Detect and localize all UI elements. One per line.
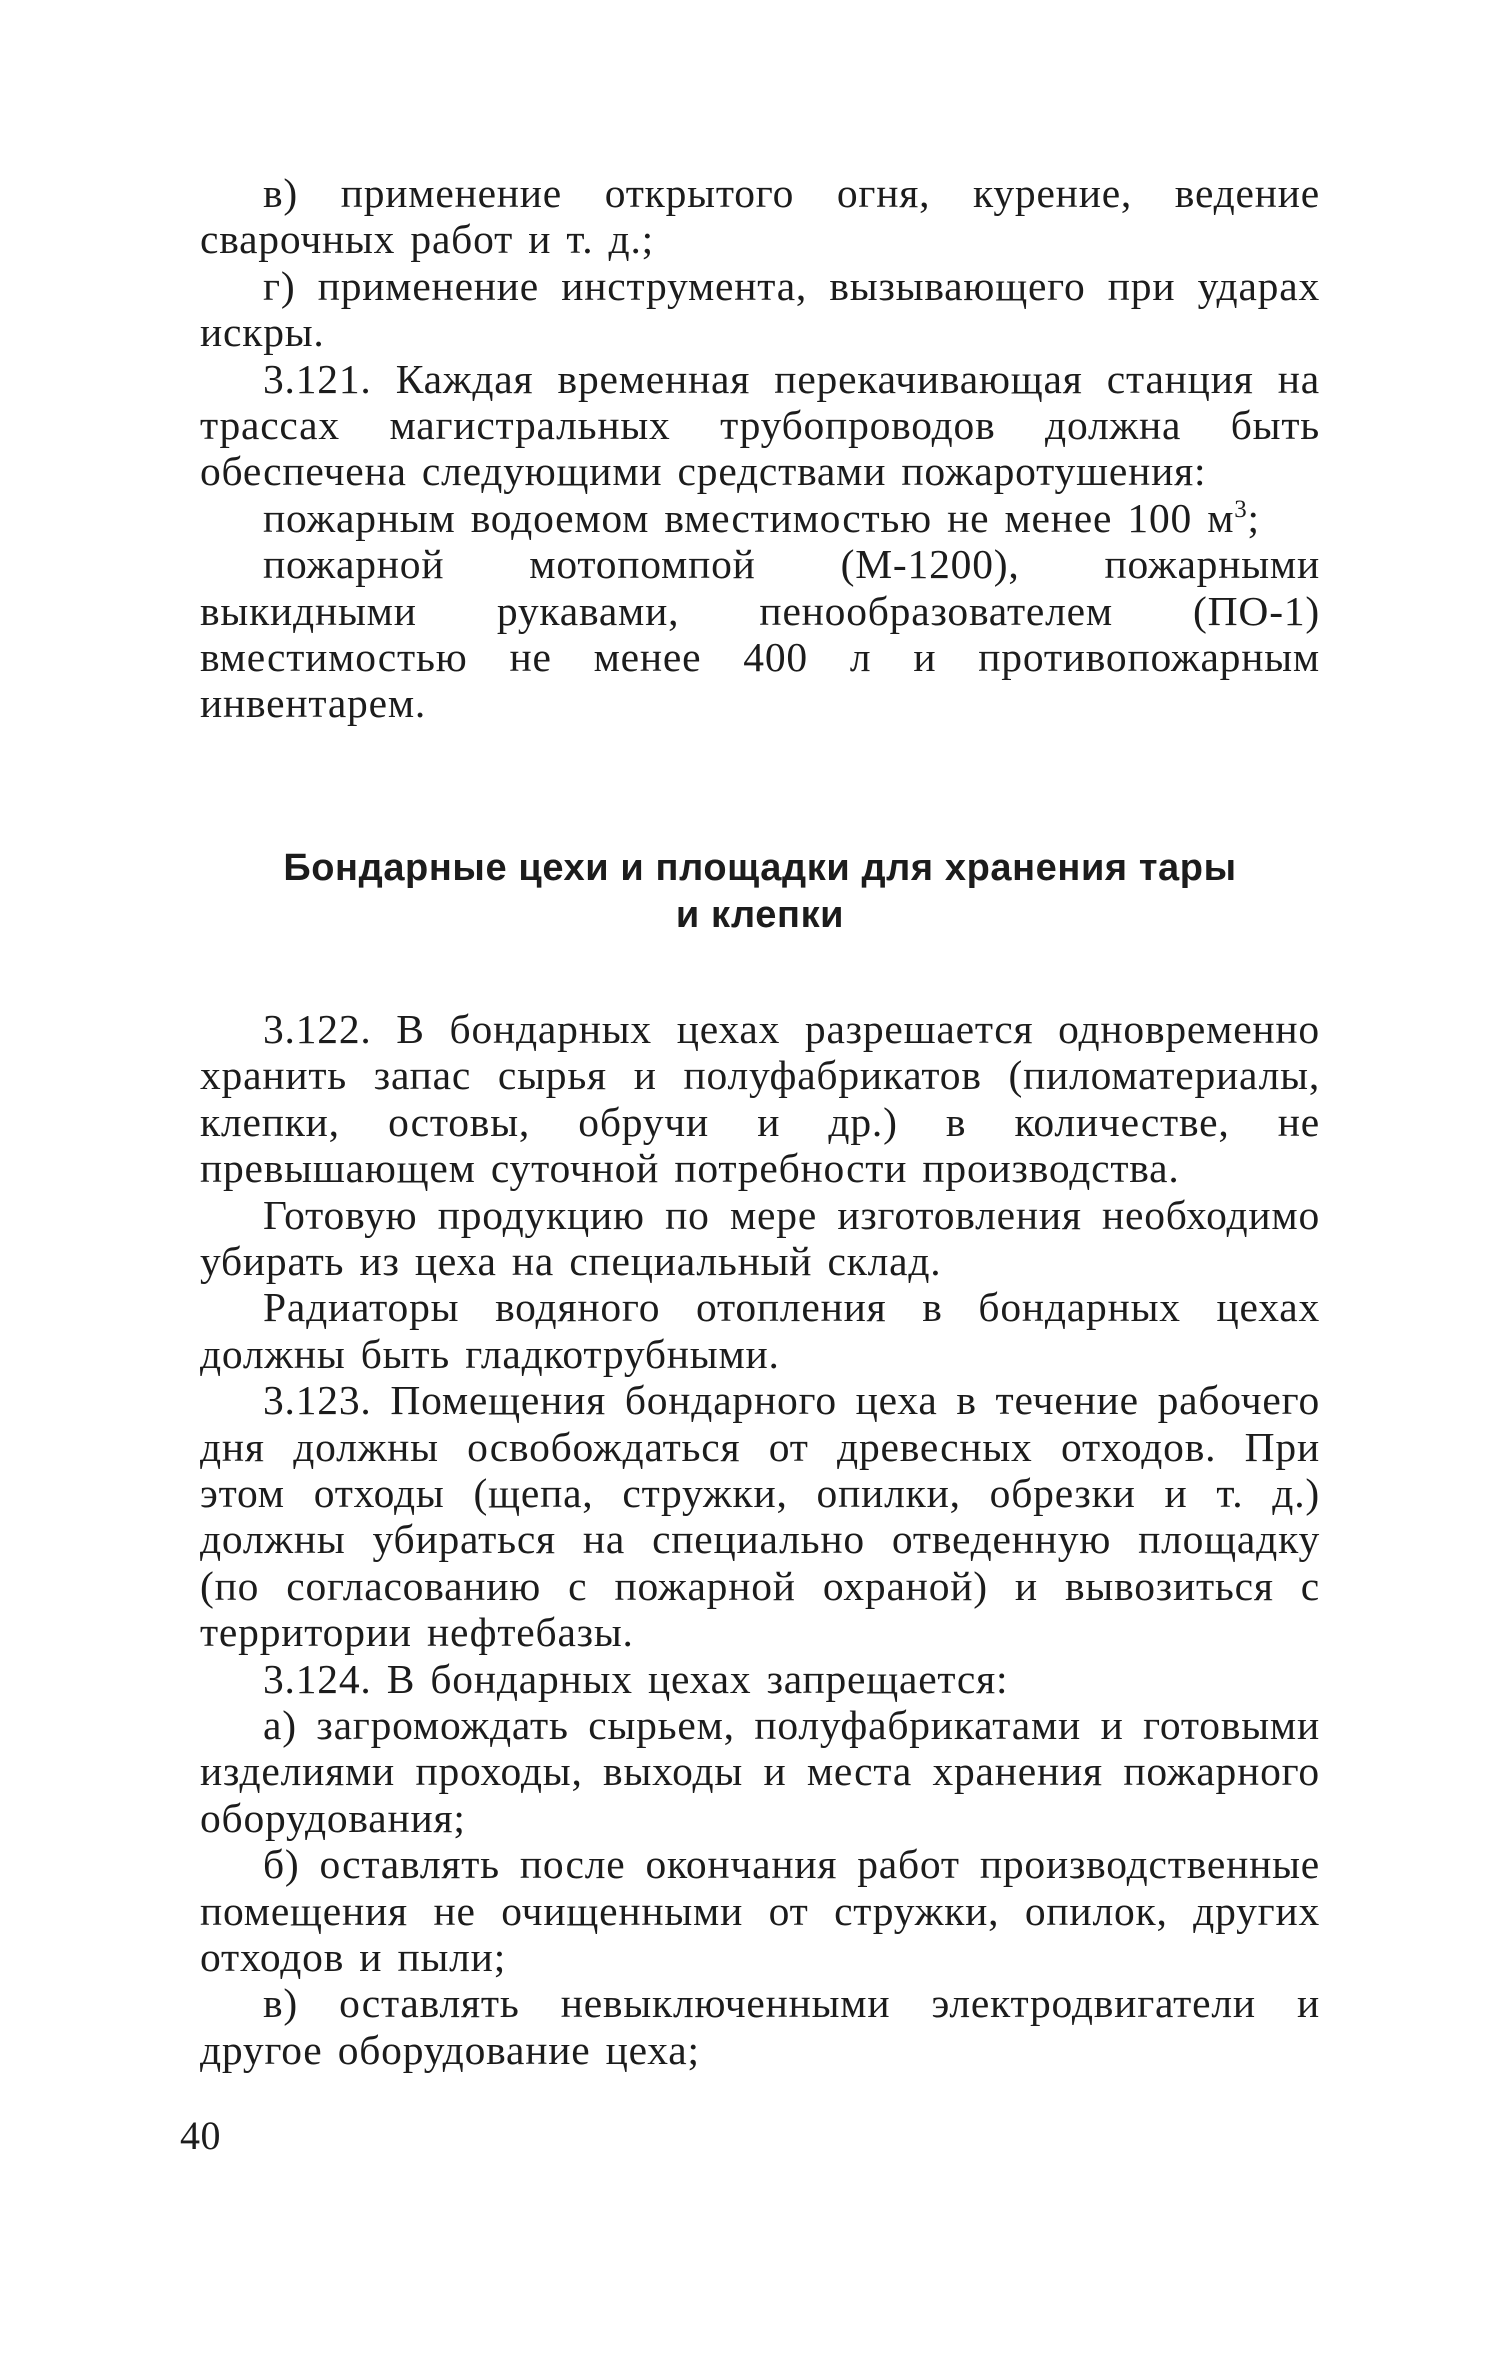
page-body [200,170,1320,2073]
paragraph-3-124: 3.124. В бондарных цехах запрещается: [263,1655,1009,1702]
section-heading [200,845,1320,939]
paragraph-3-121: 3.121. Каждая временная перекачивающая станция на трассах магистральных трубопроводов должна быть обеспечена следующими средствами пожаротушения: [200,355,1320,495]
paragraph-item-b-cleaning: б) оставлять после окончания работ производственные помещения не очищенными от стружки, опилок, других отходов и пыли; [200,1841,1320,1980]
paragraph-motor-pump: пожарной мотопомпой (М-1200), пожарными выкидными рукавами, пенообразователем (ПО-1) вместимостью не менее 400 л и противопожарным инвентарем. [200,541,1320,727]
paragraph-item-a-clutter: а) загромождать сырьем, полуфабрикатами и готовыми изделиями проходы, выходы и места хранения пожарного оборудования; [200,1701,1320,1841]
reservoir-end: ; [1247,494,1260,541]
reservoir-text: пожарным водоемом вместимостью не менее 100 м [263,494,1235,541]
paragraph-item-v-open-fire: в) применение открытого огня, курение, ведение сварочных работ и т. д.; [200,170,1320,263]
paragraph-item-g-sparking-tools: г) применение инструмента, вызывающего при ударах искры. [200,262,1320,356]
paragraph-3-123: 3.123. Помещения бондарного цеха в течение рабочего дня должны освобождаться от древесных отходов. При этом отходы (щепа, стружки, опилки, обрезки и т. д.) должны убираться на специально отведенную площадку (по согласованию с пожарной охраной) и вывозиться с территории нефтебазы. [200,1377,1320,1656]
section-heading-line-1: Бондарные цехи и площадки для хранения тары [283,846,1237,889]
paragraph-radiators: Радиаторы водяного отопления в бондарных цехах должны быть гладкотрубными. [200,1284,1320,1377]
paragraph-fire-reservoir [200,495,1320,541]
paragraph-finished-products: Готовую продукцию по мере изготовления необходимо убирать из цеха на специальный склад. [200,1191,1320,1284]
page-number: 40 [180,2113,221,2158]
paragraph-item-v-equipment: в) оставлять невыключенными электродвигатели и другое оборудование цеха; [200,1980,1320,2073]
reservoir-unit-superscript: 3 [1234,496,1248,524]
section-heading-line-2: и клепки [675,893,845,936]
paragraph-3-122: 3.122. В бондарных цехах разрешается одновременно хранить запас сырья и полуфабрикатов (пиломатериалы, клепки, остовы, обручи и др.) в количестве, не превышающем суточной потребности производства. [200,1005,1320,1192]
